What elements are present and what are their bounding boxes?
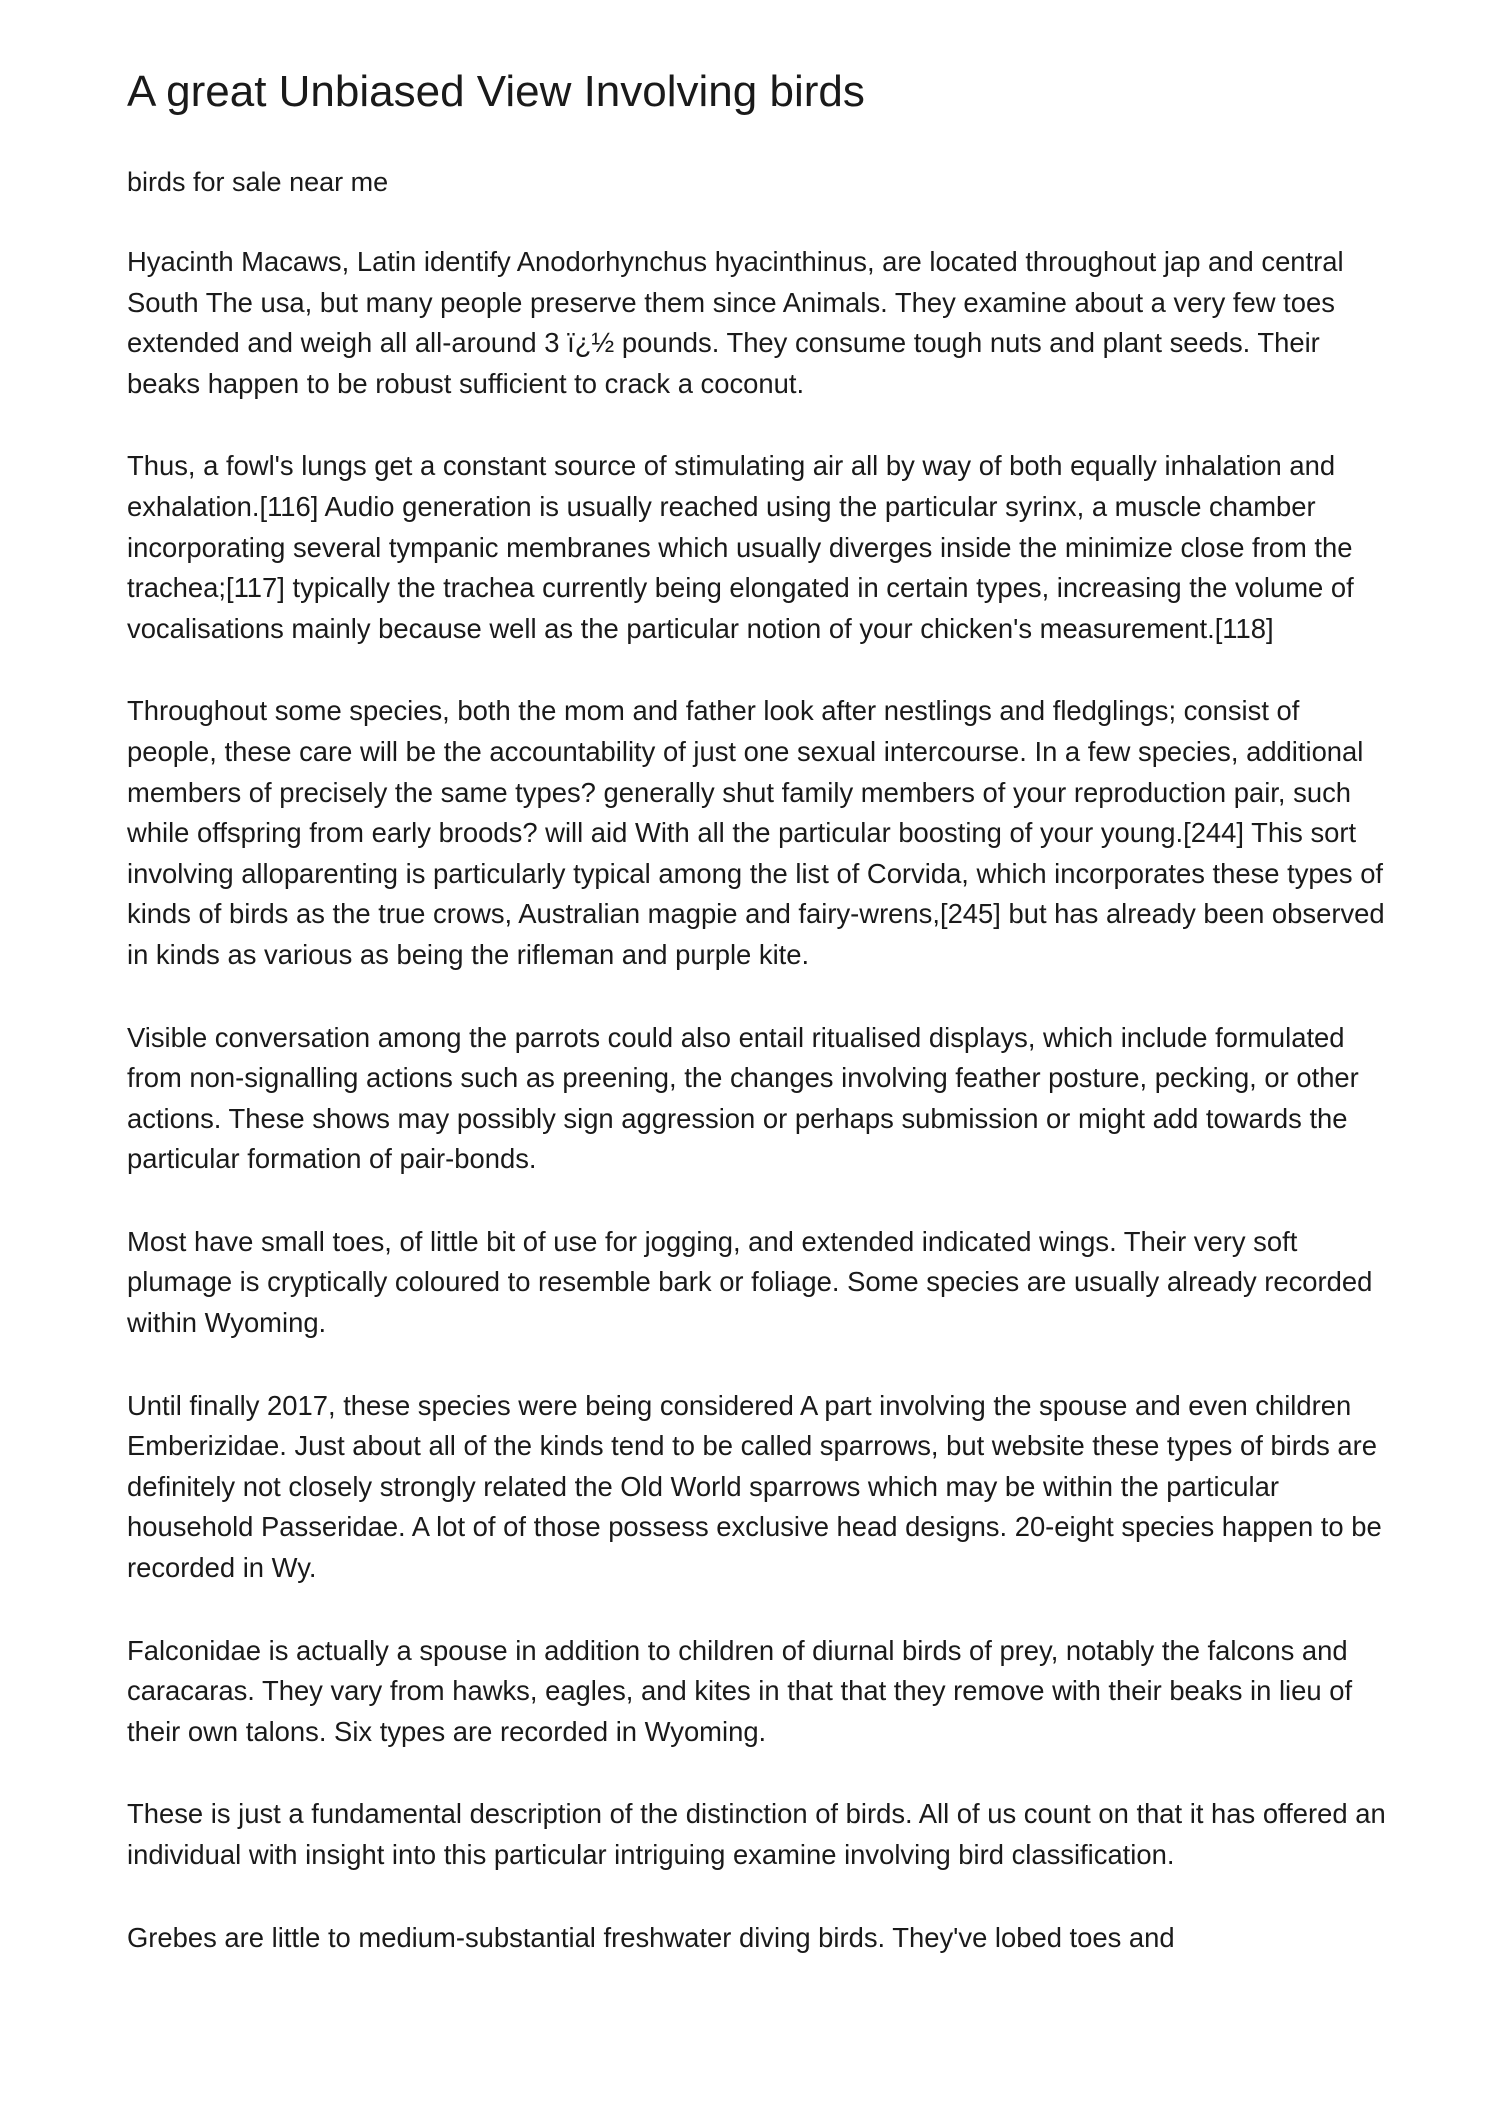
paragraph-6: Until finally 2017, these species were being considered A part involving the spouse and even children Emberizidae. Just about all of the kinds tend to be called sparrows, but website these types of birds are definitely not closely strongly related the Old World sparrows which may be within the particular household Passeridae. A lot of of those possess exclusive head designs. 20-eight species happen to be recorded in Wy. <box>127 1389 1382 1584</box>
paragraph-7: Falconidae is actually a spouse in addition to children of diurnal birds of prey, notably the falcons and caracaras. They vary from hawks, eagles, and kites in that that they remove with their beaks in lieu of their own talons. Six types are recorded in Wyoming. <box>127 1634 1353 1747</box>
paragraph-2: Thus, a fowl's lungs get a constant source of stimulating air all by way of both equally inhalation and exhalation.[116] Audio generation is usually reached using the particular syrinx, a muscle chamber incorporating several tympanic membranes which usually diverges inside the minimize close from the trachea;[117] typically the trachea currently being elongated in certain types, increasing the volume of vocalisations mainly because well as the particular notion of your chicken's measurement.[118] <box>127 450 1354 644</box>
paragraph-8: These is just a fundamental description of the distinction of birds. All of us count on that it has offered an individual with insight into this particular intriguing examine involving bird classification. <box>127 1798 1386 1870</box>
paragraph-4: Visible conversation among the parrots could also entail ritualised displays, which include formulated from non-signalling actions such as preening, the changes involving feather posture, pecking, or other actions. These shows may possibly sign aggression or perhaps submission or might add towards the particular formation of pair-bonds. <box>127 1021 1359 1175</box>
paragraph-1: Hyacinth Macaws, Latin identify Anodorhynchus hyacinthinus, are located throughout jap and central South The usa, but many people preserve them since Animals. They examine about a very few toes extended and weigh all all-around 3 ï¿½ pounds. They consume tough nuts and plant seeds. Their beaks happen to be robust sufficient to crack a coconut. <box>127 246 1344 399</box>
paragraph-3: Throughout some species, both the mom and father look after nestlings and fledglings; consist of people, these care will be the accountability of just one sexual intercourse. In a few species, additional members of precisely the same types? generally shut family members of your reproduction pair, such while offspring from early broods? will aid With all the particular boosting of your young.[244] This sort involving alloparenting is particularly typical among the list of Corvida, which incorporates these types of kinds of birds as the true crows, Australian magpie and fairy-wrens,[245] but has already been observed in kinds as various as being the rifleman and purple kite. <box>127 695 1385 970</box>
document-subtitle: birds for sale near me <box>127 167 389 197</box>
paragraph-5: Most have small toes, of little bit of use for jogging, and extended indicated wings. Their very soft plumage is cryptically coloured to resemble bark or foliage. Some species are usually already recorded within Wyoming. <box>127 1225 1373 1339</box>
document-title: A great Unbiased View Involving birds <box>127 67 865 116</box>
paragraph-9: Grebes are little to medium-substantial freshwater diving birds. They've lobed toes and <box>127 1921 1175 1953</box>
document-page <box>127 62 1387 1958</box>
